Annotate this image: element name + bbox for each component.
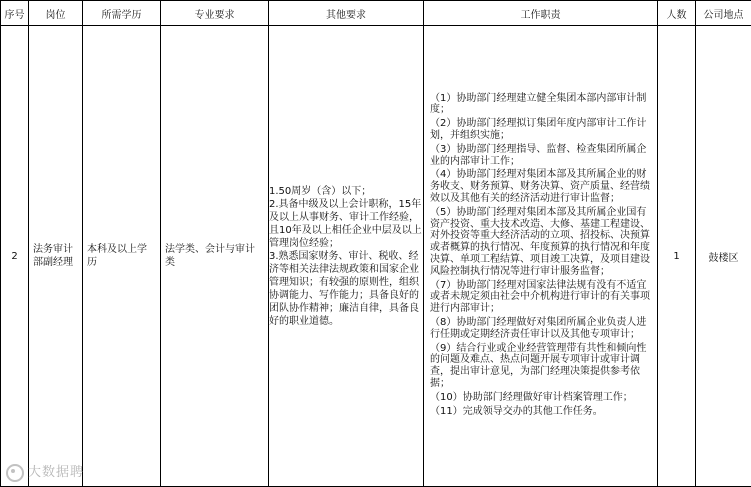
list-item: （10）协助部门经理做好审计档案管理工作； (430, 391, 633, 403)
table-header-row (1, 1, 751, 26)
cell-duties (424, 26, 658, 487)
major-text: 法学类、会计与审计类 (165, 244, 255, 268)
requirement-item: 1.50周岁（含）以下； (269, 185, 372, 197)
brand-logo-icon (6, 464, 24, 482)
cell-position (29, 26, 83, 487)
header-education: 所需学历 (83, 1, 161, 26)
list-item: （2）协助部门经理拟订集团年度内部审计工作计划，并组织实施； (430, 118, 647, 142)
requirement-item: 2.具备中级及以上会计职称，15年及以上从事财务、审计工作经验，且10年及以上相任企业中层及以上管理岗位经验； (269, 198, 422, 249)
cell-location: 鼓楼区 (696, 26, 751, 487)
list-item: （5）协助部门经理对集团本部及其所属企业国有资产投资、重大技术改造、大修、基建工程建设、对外投资等重大经济活动的立项、招投标、决预算或者概算的执行情况、年度预算的执行情况和年度决算、单项工程结算、项目竣工决算，及项目建设风险控制执行情况等进行审计服务监督； (430, 206, 650, 277)
list-item: （9）结合行业或企业经营管理带有共性和倾向性的问题及难点、热点问题开展专项审计或审计调查，提出审计意见，为部门经理决策提供参考依据； (430, 342, 647, 389)
position-text: 法务审计部副经理 (33, 244, 73, 268)
list-item: （8）协助部门经理做好对集团所属企业负责人进行任期或定期经济责任审计以及其他专项审计； (430, 316, 647, 340)
cell-index: 2 (1, 26, 29, 487)
list-item: （3）协助部门经理指导、监督、检查集团所属企业的内部审计工作； (430, 143, 647, 167)
list-item: （1）协助部门经理建立健全集团本部内部审计制度； (430, 92, 647, 116)
list-item: （7）协助部门经理对国家法律法规有没有不适宜或者未规定须由社会中介机构进行审计的有关事项进行内部审计； (430, 279, 650, 315)
cell-headcount: 1 (658, 26, 696, 487)
education-text: 本科及以上学历 (87, 244, 147, 268)
cell-other-requirements (269, 26, 424, 487)
cell-major (161, 26, 269, 487)
watermark (6, 461, 84, 482)
header-index: 序号 (1, 1, 29, 26)
list-item: （11）完成领导交办的其他工作任务。 (430, 405, 603, 417)
header-major: 专业要求 (161, 1, 269, 26)
header-other-requirements: 其他要求 (269, 1, 424, 26)
header-headcount: 人数 (658, 1, 696, 26)
header-duties: 工作职责 (424, 1, 658, 26)
header-location: 公司地点 (696, 1, 751, 26)
requirement-item: 3.熟悉国家财务、审计、税收、经济等相关法律法规政策和国家企业管理知识；有较强的原则性，组织协调能力、写作能力；具备良好的团队协作精神；廉洁自律，具备良好的职业道德。 (269, 250, 419, 327)
list-item: （4）协助部门经理对集团本部及其所属企业的财务收支、财务预算、财务决算、资产质量、经营绩效以及其他有关的经济活动进行审计监督； (430, 169, 650, 205)
watermark-text: 大数据聘 (28, 465, 85, 480)
header-position: 岗位 (29, 1, 83, 26)
cell-education (83, 26, 161, 487)
duty-list (424, 93, 657, 418)
table-row (1, 26, 751, 487)
